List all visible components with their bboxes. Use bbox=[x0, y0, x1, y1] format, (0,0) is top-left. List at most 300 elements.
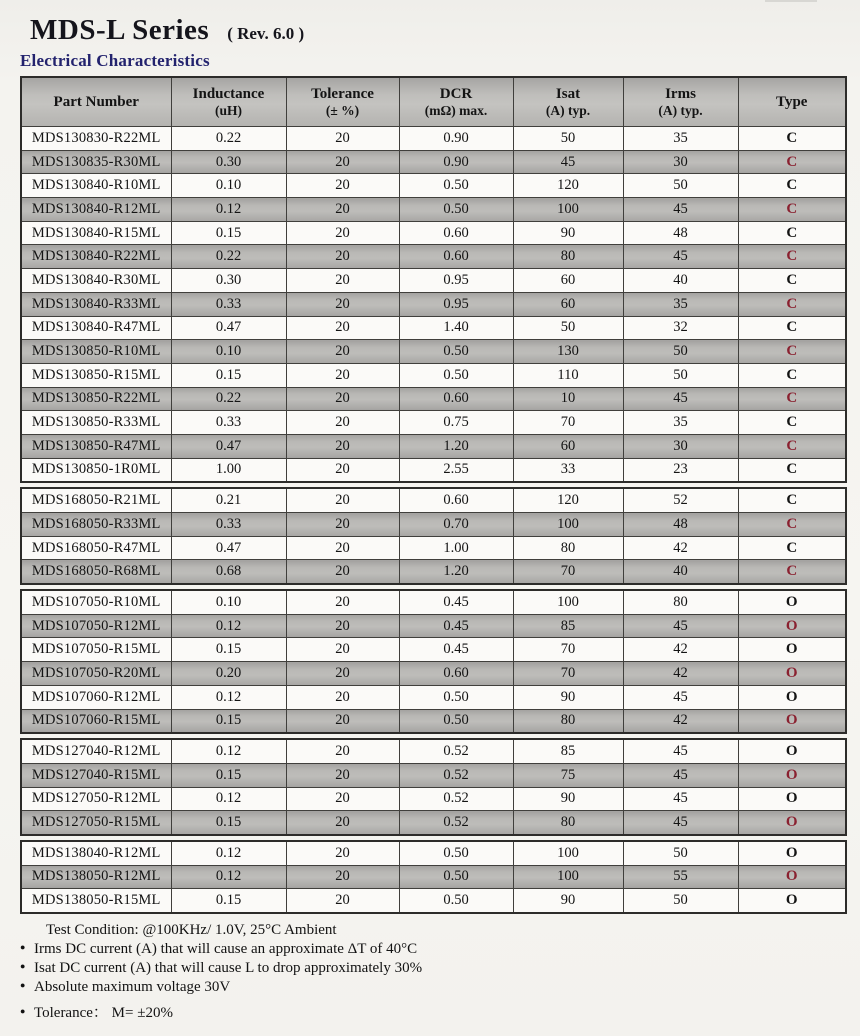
value-cell: 1.20 bbox=[399, 434, 513, 458]
value-cell: 100 bbox=[513, 198, 623, 222]
value-cell: 0.47 bbox=[171, 536, 286, 560]
value-cell: 0.30 bbox=[171, 269, 286, 293]
value-cell: 80 bbox=[513, 811, 623, 835]
value-cell: 0.15 bbox=[171, 763, 286, 787]
value-cell: 120 bbox=[513, 174, 623, 198]
footnotes bbox=[20, 921, 845, 1023]
value-cell: 0.60 bbox=[399, 245, 513, 269]
value-cell: 0.45 bbox=[399, 590, 513, 614]
column-header-part-number bbox=[21, 77, 171, 127]
column-header-isat bbox=[513, 77, 623, 127]
type-cell: C bbox=[738, 127, 846, 151]
type-cell: C bbox=[738, 150, 846, 174]
value-cell: 90 bbox=[513, 221, 623, 245]
column-header-tolerance bbox=[286, 77, 399, 127]
table-row bbox=[21, 739, 846, 763]
value-cell: 70 bbox=[513, 560, 623, 584]
value-cell: 20 bbox=[286, 889, 399, 913]
value-cell: 0.60 bbox=[399, 387, 513, 411]
value-cell: 0.50 bbox=[399, 841, 513, 865]
column-header-label: Tolerance bbox=[311, 86, 374, 102]
value-cell: 0.10 bbox=[171, 174, 286, 198]
value-cell: 20 bbox=[286, 811, 399, 835]
part-number-cell: MDS130840-R33ML bbox=[21, 292, 171, 316]
scan-artifact bbox=[765, 0, 817, 2]
type-cell: C bbox=[738, 434, 846, 458]
value-cell: 1.00 bbox=[399, 536, 513, 560]
value-cell: 20 bbox=[286, 316, 399, 340]
part-number-cell: MDS107050-R20ML bbox=[21, 662, 171, 686]
column-header-label: DCR bbox=[439, 86, 473, 102]
value-cell: 45 bbox=[623, 739, 738, 763]
value-cell: 30 bbox=[623, 150, 738, 174]
table-row bbox=[21, 221, 846, 245]
header-row bbox=[21, 77, 846, 127]
title-row bbox=[30, 14, 845, 47]
table-section-5 bbox=[20, 840, 847, 914]
value-cell: 20 bbox=[286, 590, 399, 614]
value-cell: 70 bbox=[513, 638, 623, 662]
value-cell: 50 bbox=[623, 889, 738, 913]
value-cell: 0.95 bbox=[399, 292, 513, 316]
type-cell: C bbox=[738, 488, 846, 512]
value-cell: 80 bbox=[513, 709, 623, 733]
value-cell: 20 bbox=[286, 536, 399, 560]
value-cell: 0.20 bbox=[171, 662, 286, 686]
value-cell: 48 bbox=[623, 221, 738, 245]
value-cell: 0.15 bbox=[171, 221, 286, 245]
table-row bbox=[21, 488, 846, 512]
part-number-cell: MDS130850-R22ML bbox=[21, 387, 171, 411]
part-number-cell: MDS130830-R22ML bbox=[21, 127, 171, 151]
value-cell: 20 bbox=[286, 488, 399, 512]
value-cell: 0.10 bbox=[171, 340, 286, 364]
table-row bbox=[21, 245, 846, 269]
value-cell: 90 bbox=[513, 889, 623, 913]
type-cell: C bbox=[738, 198, 846, 222]
footnote-text: Absolute maximum voltage 30V bbox=[34, 979, 231, 995]
part-number-cell: MDS130850-R15ML bbox=[21, 363, 171, 387]
page-title: MDS-L Series bbox=[30, 14, 210, 46]
value-cell: 20 bbox=[286, 174, 399, 198]
value-cell: 0.21 bbox=[171, 488, 286, 512]
column-header-unit: (A) typ. bbox=[658, 103, 703, 118]
footnote-text: Isat DC current (A) that will cause L to drop approximately 30% bbox=[34, 960, 423, 976]
table-row bbox=[21, 198, 846, 222]
part-number-cell: MDS130840-R15ML bbox=[21, 221, 171, 245]
type-cell: C bbox=[738, 513, 846, 537]
part-number-cell: MDS107050-R10ML bbox=[21, 590, 171, 614]
footnote-line bbox=[20, 940, 845, 959]
type-cell: O bbox=[738, 685, 846, 709]
part-number-cell: MDS107050-R15ML bbox=[21, 638, 171, 662]
value-cell: 42 bbox=[623, 709, 738, 733]
value-cell: 20 bbox=[286, 685, 399, 709]
value-cell: 50 bbox=[513, 316, 623, 340]
value-cell: 20 bbox=[286, 198, 399, 222]
value-cell: 0.60 bbox=[399, 221, 513, 245]
value-cell: 45 bbox=[623, 787, 738, 811]
value-cell: 0.12 bbox=[171, 614, 286, 638]
table-row bbox=[21, 387, 846, 411]
value-cell: 60 bbox=[513, 269, 623, 293]
table-row bbox=[21, 411, 846, 435]
part-number-cell: MDS130840-R22ML bbox=[21, 245, 171, 269]
value-cell: 100 bbox=[513, 513, 623, 537]
table-row bbox=[21, 590, 846, 614]
value-cell: 2.55 bbox=[399, 458, 513, 482]
value-cell: 20 bbox=[286, 269, 399, 293]
section-heading: Electrical Characteristics bbox=[20, 51, 210, 70]
type-cell: O bbox=[738, 662, 846, 686]
value-cell: 0.45 bbox=[399, 614, 513, 638]
value-cell: 0.50 bbox=[399, 889, 513, 913]
table-row bbox=[21, 150, 846, 174]
value-cell: 20 bbox=[286, 340, 399, 364]
value-cell: 70 bbox=[513, 662, 623, 686]
electrical-characteristics-table bbox=[20, 76, 845, 914]
value-cell: 42 bbox=[623, 662, 738, 686]
table-row bbox=[21, 269, 846, 293]
value-cell: 90 bbox=[513, 787, 623, 811]
value-cell: 0.12 bbox=[171, 685, 286, 709]
value-cell: 0.50 bbox=[399, 685, 513, 709]
value-cell: 52 bbox=[623, 488, 738, 512]
value-cell: 85 bbox=[513, 739, 623, 763]
table-row bbox=[21, 841, 846, 865]
value-cell: 120 bbox=[513, 488, 623, 512]
value-cell: 20 bbox=[286, 787, 399, 811]
footnote-text: Tolerance： M= ±20% bbox=[34, 1005, 173, 1021]
table-row bbox=[21, 340, 846, 364]
table-row bbox=[21, 614, 846, 638]
column-header-label: Type bbox=[776, 94, 808, 110]
bullet-icon: ● bbox=[20, 961, 26, 971]
type-cell: O bbox=[738, 865, 846, 889]
value-cell: 60 bbox=[513, 292, 623, 316]
type-cell: O bbox=[738, 889, 846, 913]
part-number-cell: MDS130840-R12ML bbox=[21, 198, 171, 222]
part-number-cell: MDS138040-R12ML bbox=[21, 841, 171, 865]
table-section-2 bbox=[20, 487, 847, 585]
value-cell: 45 bbox=[623, 198, 738, 222]
table-section-1 bbox=[20, 76, 847, 483]
table-row bbox=[21, 763, 846, 787]
table-row bbox=[21, 434, 846, 458]
type-cell: O bbox=[738, 841, 846, 865]
type-cell: O bbox=[738, 709, 846, 733]
table-row bbox=[21, 662, 846, 686]
value-cell: 35 bbox=[623, 292, 738, 316]
footnote-text: Irms DC current (A) that will cause an approximate ΔT of 40°C bbox=[34, 941, 418, 957]
value-cell: 100 bbox=[513, 865, 623, 889]
value-cell: 0.22 bbox=[171, 127, 286, 151]
footnote-text: Test Condition: @100KHz/ 1.0V, 25°C Ambient bbox=[46, 922, 337, 938]
value-cell: 30 bbox=[623, 434, 738, 458]
value-cell: 20 bbox=[286, 513, 399, 537]
value-cell: 0.12 bbox=[171, 787, 286, 811]
type-cell: C bbox=[738, 536, 846, 560]
part-number-cell: MDS130850-R33ML bbox=[21, 411, 171, 435]
value-cell: 45 bbox=[513, 150, 623, 174]
value-cell: 20 bbox=[286, 458, 399, 482]
type-cell: O bbox=[738, 811, 846, 835]
column-header-label: Isat bbox=[555, 86, 581, 102]
type-cell: C bbox=[738, 363, 846, 387]
revision-label: ( Rev. 6.0 ) bbox=[227, 24, 305, 43]
type-cell: O bbox=[738, 590, 846, 614]
value-cell: 20 bbox=[286, 560, 399, 584]
type-cell: O bbox=[738, 638, 846, 662]
value-cell: 20 bbox=[286, 245, 399, 269]
value-cell: 20 bbox=[286, 363, 399, 387]
part-number-cell: MDS107060-R15ML bbox=[21, 709, 171, 733]
table-row bbox=[21, 536, 846, 560]
part-number-cell: MDS130840-R30ML bbox=[21, 269, 171, 293]
type-cell: O bbox=[738, 787, 846, 811]
type-cell: O bbox=[738, 763, 846, 787]
value-cell: 0.12 bbox=[171, 198, 286, 222]
value-cell: 130 bbox=[513, 340, 623, 364]
type-cell: C bbox=[738, 387, 846, 411]
table-row bbox=[21, 709, 846, 733]
bullet-icon: ● bbox=[20, 980, 26, 990]
column-header-label: Inductance bbox=[192, 86, 265, 102]
value-cell: 0.33 bbox=[171, 292, 286, 316]
value-cell: 20 bbox=[286, 434, 399, 458]
value-cell: 20 bbox=[286, 709, 399, 733]
column-header-inductance bbox=[171, 77, 286, 127]
table-row bbox=[21, 513, 846, 537]
part-number-cell: MDS130850-R47ML bbox=[21, 434, 171, 458]
value-cell: 20 bbox=[286, 150, 399, 174]
type-cell: C bbox=[738, 292, 846, 316]
part-number-cell: MDS127050-R12ML bbox=[21, 787, 171, 811]
value-cell: 35 bbox=[623, 411, 738, 435]
table-row bbox=[21, 811, 846, 835]
table-section-3 bbox=[20, 589, 847, 734]
value-cell: 0.50 bbox=[399, 865, 513, 889]
value-cell: 0.60 bbox=[399, 662, 513, 686]
column-header-unit: (mΩ) max. bbox=[424, 103, 488, 118]
part-number-cell: MDS127040-R12ML bbox=[21, 739, 171, 763]
value-cell: 50 bbox=[623, 363, 738, 387]
value-cell: 0.50 bbox=[399, 174, 513, 198]
value-cell: 20 bbox=[286, 292, 399, 316]
value-cell: 42 bbox=[623, 638, 738, 662]
value-cell: 110 bbox=[513, 363, 623, 387]
value-cell: 20 bbox=[286, 221, 399, 245]
value-cell: 20 bbox=[286, 662, 399, 686]
value-cell: 0.15 bbox=[171, 889, 286, 913]
part-number-cell: MDS138050-R12ML bbox=[21, 865, 171, 889]
value-cell: 100 bbox=[513, 590, 623, 614]
value-cell: 45 bbox=[623, 763, 738, 787]
table-row bbox=[21, 174, 846, 198]
value-cell: 0.15 bbox=[171, 811, 286, 835]
value-cell: 75 bbox=[513, 763, 623, 787]
part-number-cell: MDS130850-1R0ML bbox=[21, 458, 171, 482]
table-row bbox=[21, 292, 846, 316]
column-header-unit: (± %) bbox=[325, 103, 360, 118]
footnote-line bbox=[20, 921, 845, 940]
value-cell: 1.40 bbox=[399, 316, 513, 340]
value-cell: 0.15 bbox=[171, 638, 286, 662]
table-section-4 bbox=[20, 738, 847, 836]
value-cell: 33 bbox=[513, 458, 623, 482]
part-number-cell: MDS130840-R10ML bbox=[21, 174, 171, 198]
value-cell: 0.12 bbox=[171, 739, 286, 763]
value-cell: 40 bbox=[623, 269, 738, 293]
part-number-cell: MDS130850-R10ML bbox=[21, 340, 171, 364]
value-cell: 85 bbox=[513, 614, 623, 638]
value-cell: 0.22 bbox=[171, 245, 286, 269]
value-cell: 60 bbox=[513, 434, 623, 458]
value-cell: 0.60 bbox=[399, 488, 513, 512]
value-cell: 20 bbox=[286, 411, 399, 435]
value-cell: 32 bbox=[623, 316, 738, 340]
part-number-cell: MDS127050-R15ML bbox=[21, 811, 171, 835]
value-cell: 0.12 bbox=[171, 841, 286, 865]
value-cell: 0.52 bbox=[399, 739, 513, 763]
value-cell: 0.47 bbox=[171, 316, 286, 340]
part-number-cell: MDS107050-R12ML bbox=[21, 614, 171, 638]
value-cell: 50 bbox=[623, 340, 738, 364]
type-cell: C bbox=[738, 340, 846, 364]
value-cell: 0.15 bbox=[171, 709, 286, 733]
footnote-line bbox=[20, 978, 845, 997]
value-cell: 20 bbox=[286, 127, 399, 151]
value-cell: 0.95 bbox=[399, 269, 513, 293]
value-cell: 20 bbox=[286, 763, 399, 787]
column-header-dcr bbox=[399, 77, 513, 127]
value-cell: 0.15 bbox=[171, 363, 286, 387]
part-number-cell: MDS127040-R15ML bbox=[21, 763, 171, 787]
table-row bbox=[21, 889, 846, 913]
value-cell: 0.33 bbox=[171, 411, 286, 435]
value-cell: 0.50 bbox=[399, 363, 513, 387]
value-cell: 0.50 bbox=[399, 340, 513, 364]
table-row bbox=[21, 638, 846, 662]
part-number-cell: MDS130835-R30ML bbox=[21, 150, 171, 174]
column-header-unit: (uH) bbox=[215, 103, 242, 118]
value-cell: 0.90 bbox=[399, 150, 513, 174]
value-cell: 80 bbox=[623, 590, 738, 614]
value-cell: 0.33 bbox=[171, 513, 286, 537]
value-cell: 0.50 bbox=[399, 198, 513, 222]
value-cell: 45 bbox=[623, 245, 738, 269]
type-cell: C bbox=[738, 316, 846, 340]
value-cell: 0.30 bbox=[171, 150, 286, 174]
value-cell: 0.70 bbox=[399, 513, 513, 537]
value-cell: 80 bbox=[513, 536, 623, 560]
value-cell: 45 bbox=[623, 614, 738, 638]
type-cell: C bbox=[738, 560, 846, 584]
table-row bbox=[21, 458, 846, 482]
part-number-cell: MDS168050-R47ML bbox=[21, 536, 171, 560]
value-cell: 1.00 bbox=[171, 458, 286, 482]
value-cell: 45 bbox=[623, 387, 738, 411]
value-cell: 80 bbox=[513, 245, 623, 269]
type-cell: C bbox=[738, 411, 846, 435]
value-cell: 50 bbox=[623, 174, 738, 198]
value-cell: 20 bbox=[286, 841, 399, 865]
part-number-cell: MDS138050-R15ML bbox=[21, 889, 171, 913]
column-header-unit: (A) typ. bbox=[545, 103, 591, 118]
column-header-irms bbox=[623, 77, 738, 127]
footnote-line bbox=[20, 959, 845, 978]
value-cell: 0.45 bbox=[399, 638, 513, 662]
value-cell: 0.52 bbox=[399, 787, 513, 811]
type-cell: O bbox=[738, 739, 846, 763]
table-row bbox=[21, 865, 846, 889]
table-row bbox=[21, 685, 846, 709]
type-cell: C bbox=[738, 245, 846, 269]
value-cell: 20 bbox=[286, 638, 399, 662]
table-row bbox=[21, 787, 846, 811]
value-cell: 0.52 bbox=[399, 811, 513, 835]
value-cell: 0.22 bbox=[171, 387, 286, 411]
column-header-type bbox=[738, 77, 846, 127]
value-cell: 0.12 bbox=[171, 865, 286, 889]
value-cell: 0.68 bbox=[171, 560, 286, 584]
value-cell: 20 bbox=[286, 387, 399, 411]
type-cell: O bbox=[738, 614, 846, 638]
part-number-cell: MDS107060-R12ML bbox=[21, 685, 171, 709]
value-cell: 20 bbox=[286, 614, 399, 638]
value-cell: 10 bbox=[513, 387, 623, 411]
table-row bbox=[21, 560, 846, 584]
column-header-label: Irms bbox=[665, 86, 696, 102]
value-cell: 0.10 bbox=[171, 590, 286, 614]
value-cell: 70 bbox=[513, 411, 623, 435]
type-cell: C bbox=[738, 174, 846, 198]
value-cell: 42 bbox=[623, 536, 738, 560]
value-cell: 0.75 bbox=[399, 411, 513, 435]
table-row bbox=[21, 127, 846, 151]
footnote-line bbox=[20, 1004, 845, 1023]
part-number-cell: MDS168050-R33ML bbox=[21, 513, 171, 537]
value-cell: 23 bbox=[623, 458, 738, 482]
type-cell: C bbox=[738, 269, 846, 293]
value-cell: 0.47 bbox=[171, 434, 286, 458]
value-cell: 35 bbox=[623, 127, 738, 151]
bullet-icon: ● bbox=[20, 942, 26, 952]
value-cell: 50 bbox=[623, 841, 738, 865]
value-cell: 20 bbox=[286, 865, 399, 889]
type-cell: C bbox=[738, 221, 846, 245]
table-row bbox=[21, 316, 846, 340]
value-cell: 0.50 bbox=[399, 709, 513, 733]
value-cell: 45 bbox=[623, 811, 738, 835]
column-header-label: Part Number bbox=[53, 94, 139, 110]
value-cell: 48 bbox=[623, 513, 738, 537]
value-cell: 40 bbox=[623, 560, 738, 584]
value-cell: 100 bbox=[513, 841, 623, 865]
part-number-cell: MDS168050-R68ML bbox=[21, 560, 171, 584]
value-cell: 90 bbox=[513, 685, 623, 709]
value-cell: 1.20 bbox=[399, 560, 513, 584]
bullet-icon: ● bbox=[20, 1006, 26, 1016]
value-cell: 0.52 bbox=[399, 763, 513, 787]
table-row bbox=[21, 363, 846, 387]
value-cell: 45 bbox=[623, 685, 738, 709]
value-cell: 50 bbox=[513, 127, 623, 151]
part-number-cell: MDS168050-R21ML bbox=[21, 488, 171, 512]
value-cell: 20 bbox=[286, 739, 399, 763]
value-cell: 55 bbox=[623, 865, 738, 889]
value-cell: 0.90 bbox=[399, 127, 513, 151]
